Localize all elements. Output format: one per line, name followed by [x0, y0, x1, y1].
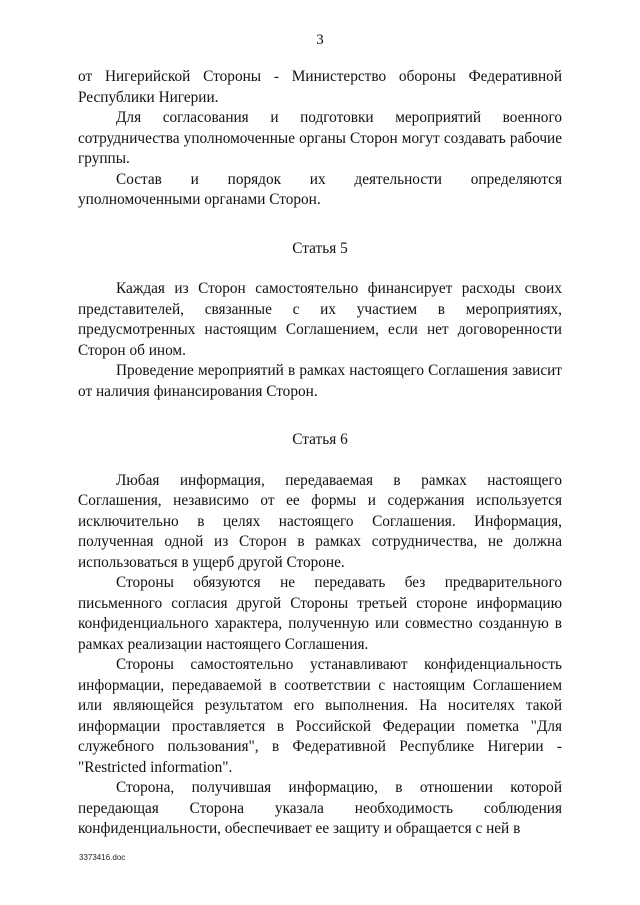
paragraph-working-groups: Для согласования и подготовки мероприятий военного сотрудничества уполномоченные органы Сторон могут создавать рабочие группы. — [78, 109, 562, 167]
article-6-paragraph-protection: Сторона, получившая информацию, в отношении которой передающая Сторона указала необходимость соблюдения конфиденциальности, обеспечивает ее защиту и обращается с ней в — [78, 779, 562, 837]
article-5-paragraph-financing: Каждая из Сторон самостоятельно финансирует расходы своих представителей, связанные с их участием в мероприятиях, предусмотренных настоящим Соглашением, если нет договоренности Сторон об ином. — [78, 280, 562, 359]
article-6-paragraph-information-use: Любая информация, передаваемая в рамках настоящего Соглашения, независимо от ее формы и содержания используется исключительно в целях настоящего Соглашения. Информация, полученная одной из Сторон в рамках сотрудничества, не должна использоваться в ущерб другой Стороне. — [78, 471, 562, 571]
article-6-heading: Статья 6 — [292, 431, 348, 448]
paragraph-composition: Состав и порядок их деятельности определяются уполномоченными органами Сторон. — [78, 170, 562, 208]
article-5-heading: Статья 5 — [292, 239, 348, 257]
paragraph-nigeria-ministry: от Нигерийской Стороны - Министерство обороны Федеративной Республики Нигерии. — [78, 68, 562, 106]
page-number: 3 — [316, 32, 324, 48]
article-6-paragraph-confidentiality-marking: Стороны самостоятельно устанавливают конфиденциальность информации, передаваемой в соответствии с настоящим Соглашением или являющейся результатом его выполнения. На носителях такой информации проставляется в Российской Федерации пометка "Для служебного пользования", в Федеративной Республике Нигерии - "Restricted information". — [78, 656, 562, 776]
document-body — [78, 67, 562, 840]
footer-filename: 3373416.doc — [79, 853, 126, 862]
article-6-paragraph-third-party: Стороны обязуются не передавать без предварительного письменного согласия другой Стороны третьей стороне информацию конфиденциального характера, полученную или совместно созданную в рамках реализации настоящего Соглашения. — [78, 574, 562, 653]
article-5-paragraph-events: Проведение мероприятий в рамках настоящего Соглашения зависит от наличия финансирования Сторон. — [78, 362, 562, 400]
